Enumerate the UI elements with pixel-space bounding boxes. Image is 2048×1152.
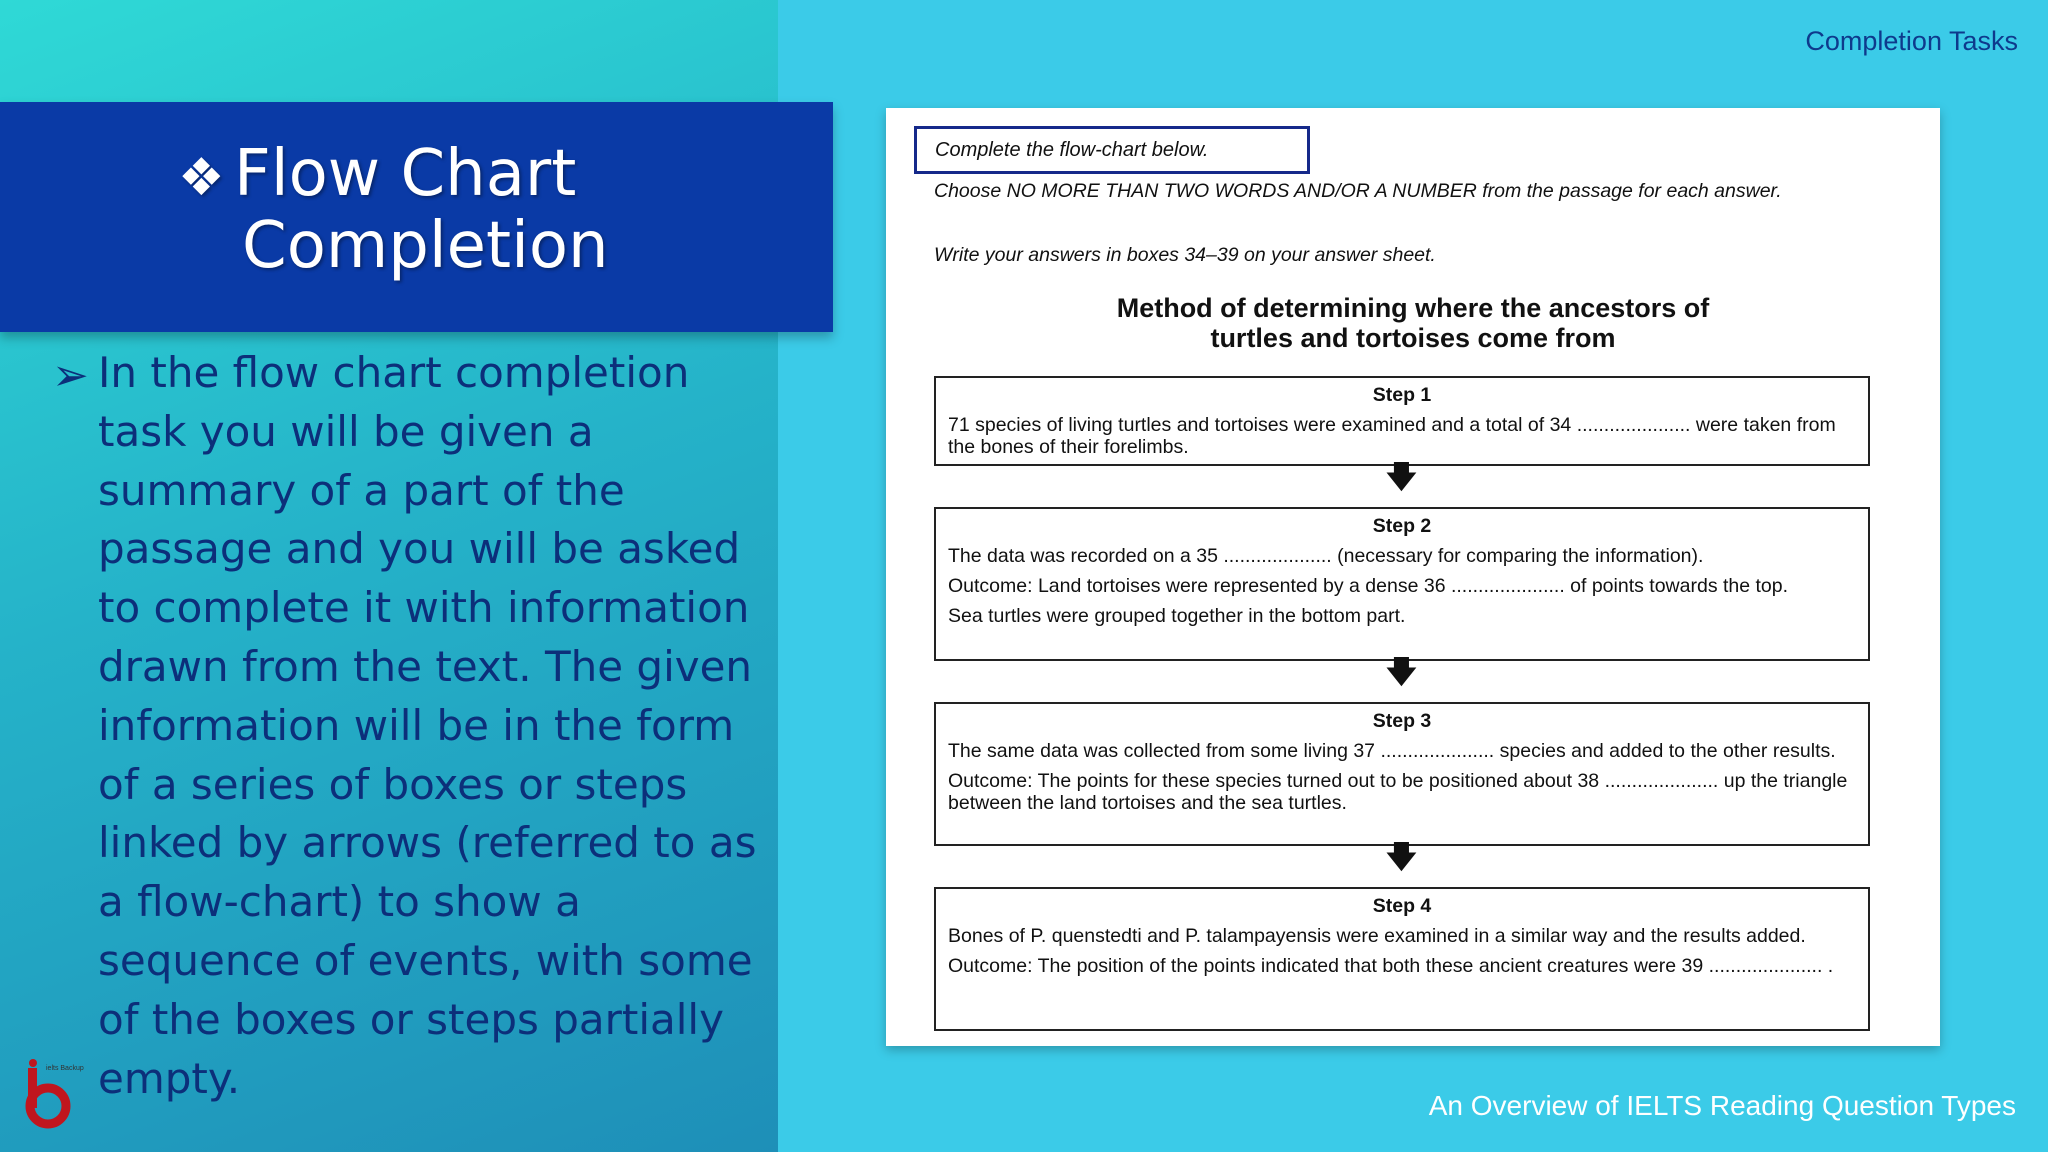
section-label: Completion Tasks	[1805, 26, 2018, 56]
step-box-3	[934, 702, 1870, 846]
step-line: Bones of P. quenstedti and P. talampayensis were examined in a similar way and the results added.	[948, 925, 1806, 947]
step-line: 71 species of living turtles and tortoises were examined and a total of 34 ..................... were taken from the bones of their forelimbs.	[948, 414, 1836, 458]
slide-title-line2: Completion	[242, 209, 609, 283]
title-text-1: Flow Chart	[234, 137, 577, 211]
step-line: Outcome: The points for these species turned out to be positioned about 38 ..................... up the triangle between the land tortoises and the sea turtles.	[948, 770, 1848, 814]
flowchart-title-line2: turtles and tortoises come from	[1210, 323, 1616, 353]
down-arrow-icon: 🡇	[1386, 656, 1417, 689]
step-line: Outcome: The position of the points indicated that both these ancient creatures were 39 ..................... .	[948, 955, 1834, 977]
logo-text: ielts Backup	[46, 1065, 84, 1072]
logo-icon	[22, 1058, 84, 1128]
instruction-2: Write your answers in boxes 34–39 on your answer sheet.	[934, 244, 1436, 266]
step-box-2	[934, 507, 1870, 661]
step-heading: Step 1	[1372, 384, 1432, 406]
step-line: Sea turtles were grouped together in the bottom part.	[948, 605, 1406, 627]
down-arrow-icon: 🡇	[1386, 461, 1417, 494]
course-label: An Overview of IELTS Reading Question Types	[1428, 1090, 2016, 1121]
diamond-cluster-icon: ❖	[178, 148, 225, 208]
instruction-1: Choose NO MORE THAN TWO WORDS AND/OR A NUMBER from the passage for each answer.	[934, 180, 1782, 202]
step-line: Outcome: Land tortoises were represented by a dense 36 ..................... of points towards the top.	[948, 575, 1789, 597]
step-box-4	[934, 887, 1870, 1031]
flowchart-document	[886, 108, 1940, 1046]
arrow-bullet-icon: ➢	[52, 351, 89, 400]
step-line: The data was recorded on a 35 .................... (necessary for comparing the information).	[948, 545, 1704, 567]
step-box-1	[934, 376, 1870, 466]
step-heading: Step 2	[1372, 515, 1432, 537]
down-arrow-icon: 🡇	[1386, 841, 1417, 874]
step-line: The same data was collected from some living 37 ..................... species and added to the other results.	[948, 740, 1836, 762]
instruction-box: Complete the flow-chart below.	[914, 126, 1310, 174]
flowchart-title-line1: Method of determining where the ancestors of	[1116, 293, 1710, 323]
step-heading: Step 3	[1372, 710, 1432, 732]
slide-title-line1	[178, 138, 576, 214]
step-heading: Step 4	[1372, 895, 1432, 917]
bullet-text: In the flow chart completion task you will be given a summary of a part of the passage and you will be asked to complete it with information drawn from the text. The given information will be in the form of a series of boxes or steps linked by arrows (referred to as a flow-chart) to show a sequence of events, with some of the boxes or steps partially empty.	[98, 348, 757, 1103]
